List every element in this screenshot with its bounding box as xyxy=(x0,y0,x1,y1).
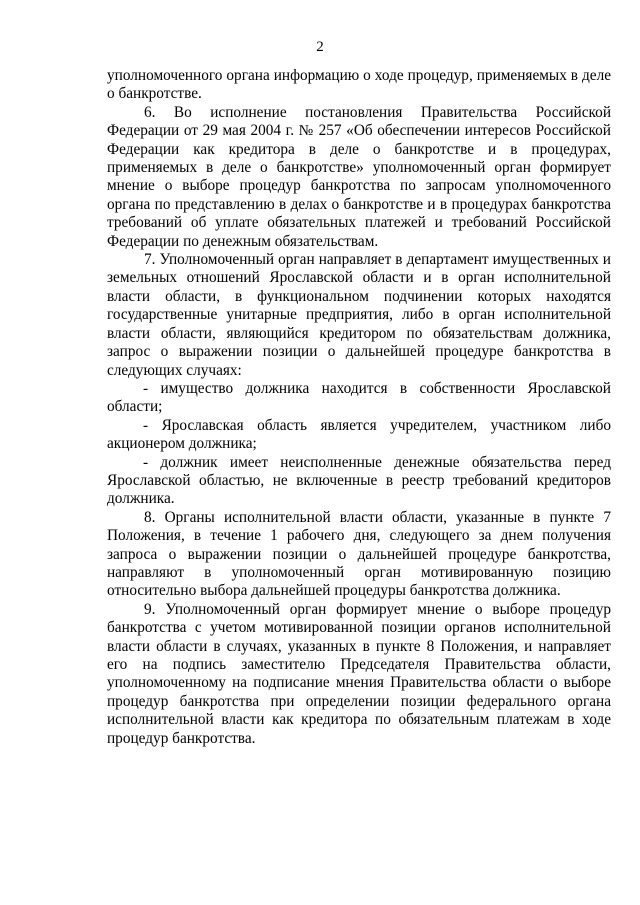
paragraph-continuation: уполномоченного органа информацию о ходе процедур, применяемых в деле о банкротстве. xyxy=(107,67,611,103)
page-number: 2 xyxy=(316,39,324,55)
paragraph-item-9: 9. Уполномоченный орган формирует мнение о выборе процедур банкротства с учетом мотивированной позиции органов исполнительной власти области в случаях, указанных в пункте 8 Положения, и направляет его на подпись заместителю Председателя Правительства области, уполномоченному на подписание мнения Правительства области о выборе процедур банкротства при определении позиции федерального органа исполнительной власти как кредитора по обязательным платежам в ходе процедур банкротства. xyxy=(107,600,611,747)
paragraph-item-8: 8. Органы исполнительной власти области, указанные в пункте 7 Положения, в течение 1 рабочего дня, следующего за днем получения запроса о выражении позиции о дальнейшей процедуре банкротства, направляют в уполномоченный орган мотивированную позицию относительно выбора дальнейшей процедуры банкротства должника. xyxy=(107,508,611,600)
list-item-founder: - Ярославская область является учредителем, участником либо акционером должника; xyxy=(107,416,611,453)
list-item-property: - имущество должника находится в собственности Ярославской области; xyxy=(107,379,611,416)
list-item-obligations: - должник имеет неисполненные денежные обязательства перед Ярославской областью, не включенные в реестр требований кредиторов должника. xyxy=(107,453,611,508)
paragraph-item-7: 7. Уполномоченный орган направляет в департамент имущественных и земельных отношений Ярославской области и в орган исполнительной власти области, в функциональном подчинении которых находятся государственные унитарные предприятия, либо в орган исполнительной власти области, являющийся кредитором по обязательствам должника, запрос о выражении позиции о дальнейшей процедуре банкротства в следующих случаях: xyxy=(107,251,611,379)
paragraph-item-6: 6. Во исполнение постановления Правительства Российской Федерации от 29 мая 2004 г. № 257 «Об обеспечении интересов Российской Федерации как кредитора в деле о банкротстве и в процедурах, применяемых в деле о банкротстве» уполномоченный орган формирует мнение о выборе процедур банкротства по запросам уполномоченного органа по представлению в делах о банкротстве и в процедурах банкротства требований об уплате обязательных платежей и требований Российской Федерации по денежным обязательствам. xyxy=(107,103,611,250)
document-body xyxy=(107,67,611,748)
